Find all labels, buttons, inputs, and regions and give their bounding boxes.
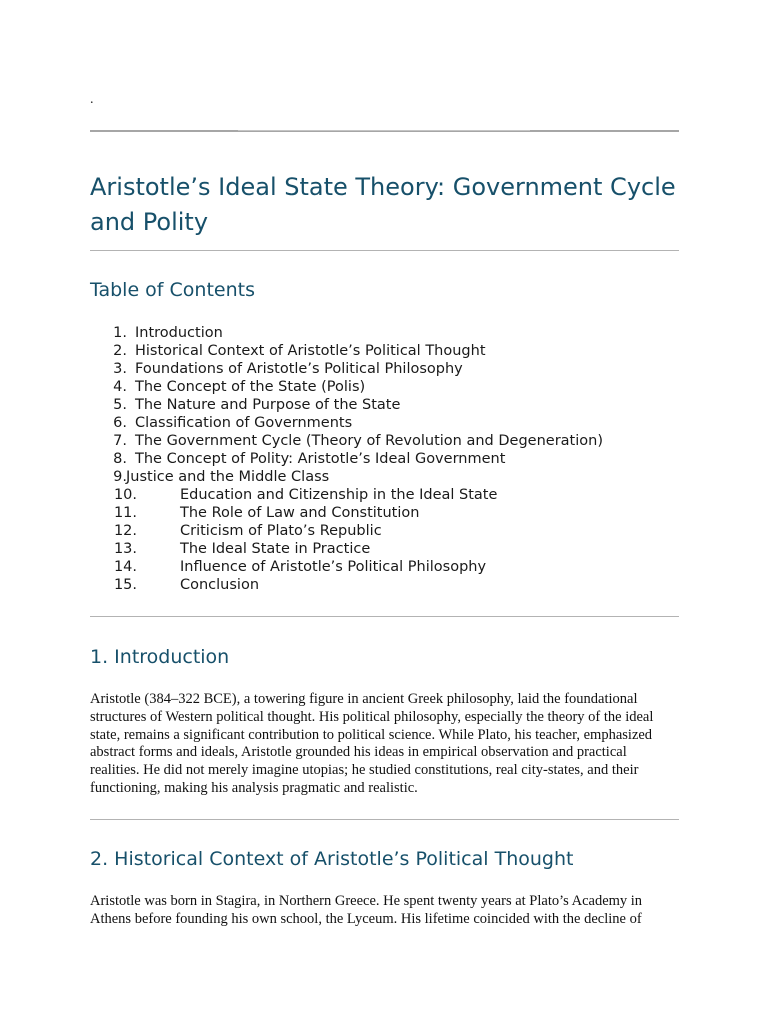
toc-divider — [90, 616, 679, 617]
toc-item-label: Criticism of Plato’s Republic — [180, 523, 382, 539]
toc-item[interactable] — [90, 486, 679, 504]
toc-item-label: The Concept of Polity: Aristotle’s Ideal Government — [135, 451, 506, 467]
toc-item[interactable] — [90, 432, 679, 450]
toc-item-label: Classification of Governments — [135, 415, 353, 431]
toc-item[interactable] — [90, 324, 679, 342]
toc-item[interactable] — [90, 396, 679, 414]
toc-item-number: 9. — [113, 469, 127, 485]
toc-item-label: Justice and the Middle Class — [126, 469, 330, 485]
toc-heading: Table of Contents — [90, 279, 255, 301]
toc-item-number: 1. — [113, 325, 127, 341]
title-divider — [90, 250, 679, 251]
toc-item-number: 12. — [113, 523, 137, 539]
table-of-contents — [90, 324, 679, 594]
toc-item[interactable] — [90, 360, 679, 378]
toc-item-number: 5. — [113, 397, 127, 413]
toc-item[interactable] — [90, 540, 679, 558]
toc-item[interactable] — [90, 504, 679, 522]
toc-item-label: Foundations of Aristotle’s Political Philosophy — [135, 361, 463, 377]
toc-item[interactable] — [90, 414, 679, 432]
toc-item-label: The Nature and Purpose of the State — [135, 397, 401, 413]
toc-item-label: Introduction — [135, 325, 223, 341]
toc-item[interactable] — [90, 468, 679, 486]
toc-item-label: Influence of Aristotle’s Political Philosophy — [180, 559, 487, 575]
toc-item[interactable] — [90, 576, 679, 594]
toc-item-number: 7. — [113, 433, 127, 449]
toc-item[interactable] — [90, 522, 679, 540]
toc-item[interactable] — [90, 558, 679, 576]
toc-item-label: The Ideal State in Practice — [180, 541, 371, 557]
toc-item-number: 15. — [113, 577, 137, 593]
toc-item-label: The Role of Law and Constitution — [180, 505, 420, 521]
section-body-historical-context: Aristotle was born in Stagira, in Northern Greece. He spent twenty years at Plato’s Academy in Athens before founding his own school, the Lyceum. His lifetime coincided with the decline of — [90, 893, 643, 927]
toc-item-number: 10. — [113, 487, 137, 503]
toc-item-label: Education and Citizenship in the Ideal State — [180, 487, 498, 503]
section-divider — [90, 819, 679, 820]
toc-item-label: The Concept of the State (Polis) — [135, 379, 366, 395]
toc-item-number: 13. — [113, 541, 137, 557]
toc-item-number: 11. — [113, 505, 137, 521]
toc-item-number: 14. — [113, 559, 137, 575]
toc-item-label: Historical Context of Aristotle’s Political Thought — [135, 343, 486, 359]
section-heading-introduction: 1. Introduction — [90, 646, 230, 668]
toc-item-number: 8. — [113, 451, 127, 467]
section-heading-historical-context: 2. Historical Context of Aristotle’s Political Thought — [90, 848, 574, 870]
header-dot: . — [90, 92, 94, 107]
toc-item[interactable] — [90, 378, 679, 396]
section-body-introduction: Aristotle (384–322 BCE), a towering figure in ancient Greek philosophy, laid the foundational structures of Western political thought. His political philosophy, especially the theory of the ideal state, remains a significant contribution to political science. While Plato, his teacher, emphasized abstract forms and ideals, Aristotle grounded his ideas in empirical observation and practical realities. He did not merely imagine utopias; he studied constitutions, real city-states, and their functioning, making his analysis pragmatic and realistic. — [90, 691, 654, 796]
document-title: Aristotle’s Ideal State Theory: Government Cycle and Polity — [90, 173, 676, 236]
header-divider — [90, 130, 679, 132]
toc-item-number: 6. — [113, 415, 127, 431]
toc-item-number: 2. — [113, 343, 127, 359]
toc-item-number: 3. — [113, 361, 127, 377]
toc-item-label: Conclusion — [180, 577, 260, 593]
toc-item[interactable] — [90, 450, 679, 468]
toc-item-label: The Government Cycle (Theory of Revolution and Degeneration) — [135, 433, 603, 449]
toc-item-number: 4. — [113, 379, 127, 395]
toc-item[interactable] — [90, 342, 679, 360]
